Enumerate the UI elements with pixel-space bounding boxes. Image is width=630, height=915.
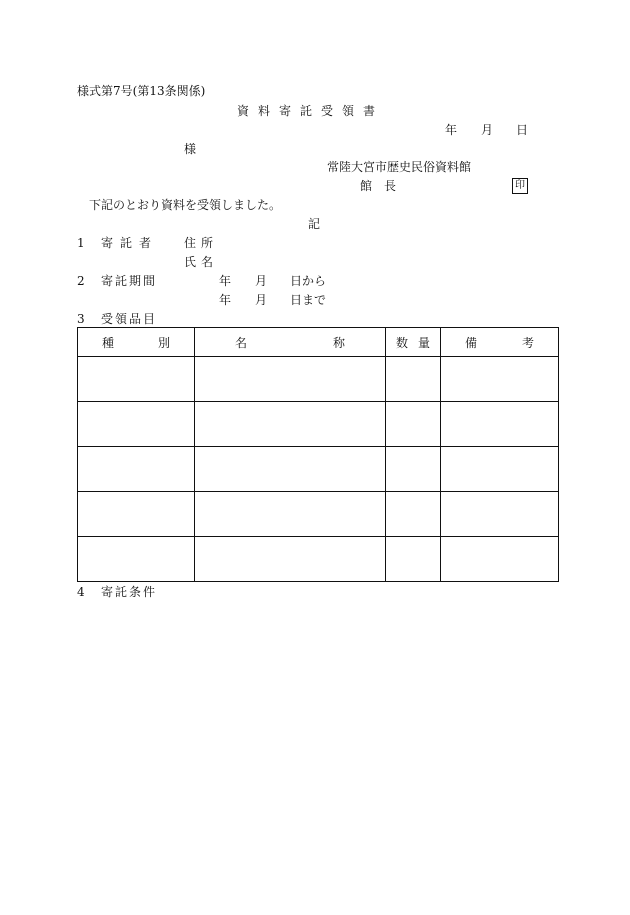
header-quantity — [386, 328, 441, 357]
table-cell — [441, 537, 559, 582]
institution-name: 常陸大宮市歴史民俗資料館 — [327, 160, 472, 174]
section-1-label: 寄託者 — [101, 236, 159, 250]
section-2-label: 寄託期間 — [101, 274, 158, 288]
form-number: 様式第7号(第13条関係) — [77, 84, 206, 98]
period-to-month: 月 — [255, 293, 268, 307]
table-cell — [195, 447, 386, 492]
period-from-day: 日から — [290, 274, 327, 288]
section-4-number: 4 — [77, 585, 85, 599]
period-to-year: 年 — [219, 293, 232, 307]
depositor-address-label: 住所 — [184, 236, 219, 250]
depositor-name-label: 氏名 — [184, 255, 219, 269]
table-cell — [78, 402, 195, 447]
table-row — [78, 357, 559, 402]
table-cell — [441, 492, 559, 537]
table-cell — [386, 402, 441, 447]
document-title: 資料寄託受領書 — [237, 104, 385, 118]
table-cell — [78, 447, 195, 492]
table-cell — [195, 537, 386, 582]
table-row — [78, 402, 559, 447]
section-4-label: 寄託条件 — [101, 585, 158, 599]
addressee-suffix: 様 — [184, 142, 197, 156]
header-remarks — [441, 328, 559, 357]
table-row — [78, 492, 559, 537]
director-title: 館長 — [360, 179, 409, 193]
header-name — [195, 328, 386, 357]
table-cell — [78, 492, 195, 537]
header-remarks-char-1: 備 — [465, 335, 478, 350]
table-header-row — [78, 328, 559, 357]
section-3-label: 受領品目 — [101, 312, 158, 326]
table-cell — [441, 402, 559, 447]
table-cell — [195, 357, 386, 402]
section-2-number: 2 — [77, 274, 85, 288]
ki-label: 記 — [308, 217, 321, 231]
table-cell — [78, 537, 195, 582]
header-remarks-char-2: 考 — [521, 335, 534, 350]
header-name-char-2: 称 — [332, 335, 345, 350]
intro-text: 下記のとおり資料を受領しました。 — [89, 198, 282, 212]
header-quantity-char-1: 数 — [396, 335, 409, 350]
header-quantity-char-2: 量 — [417, 335, 430, 350]
table-row — [78, 447, 559, 492]
received-items-table — [77, 327, 559, 582]
header-type-char-2: 別 — [157, 335, 170, 350]
period-to-day: 日まで — [290, 293, 327, 307]
table-cell — [78, 357, 195, 402]
date-year-label: 年 — [445, 123, 458, 137]
table-cell — [386, 537, 441, 582]
section-1-number: 1 — [77, 236, 85, 250]
table-cell — [441, 357, 559, 402]
table-cell — [386, 492, 441, 537]
table-cell — [195, 492, 386, 537]
table-cell — [441, 447, 559, 492]
section-3-number: 3 — [77, 312, 85, 326]
seal-mark: 印 — [512, 178, 528, 194]
header-type-char-1: 種 — [102, 335, 115, 350]
date-day-label: 日 — [516, 123, 529, 137]
header-type — [78, 328, 195, 357]
table-cell — [386, 357, 441, 402]
table-cell — [195, 402, 386, 447]
header-name-char-1: 名 — [235, 335, 248, 350]
table-cell — [386, 447, 441, 492]
date-month-label: 月 — [481, 123, 494, 137]
period-from-year: 年 — [219, 274, 232, 288]
table-row — [78, 537, 559, 582]
period-from-month: 月 — [255, 274, 268, 288]
